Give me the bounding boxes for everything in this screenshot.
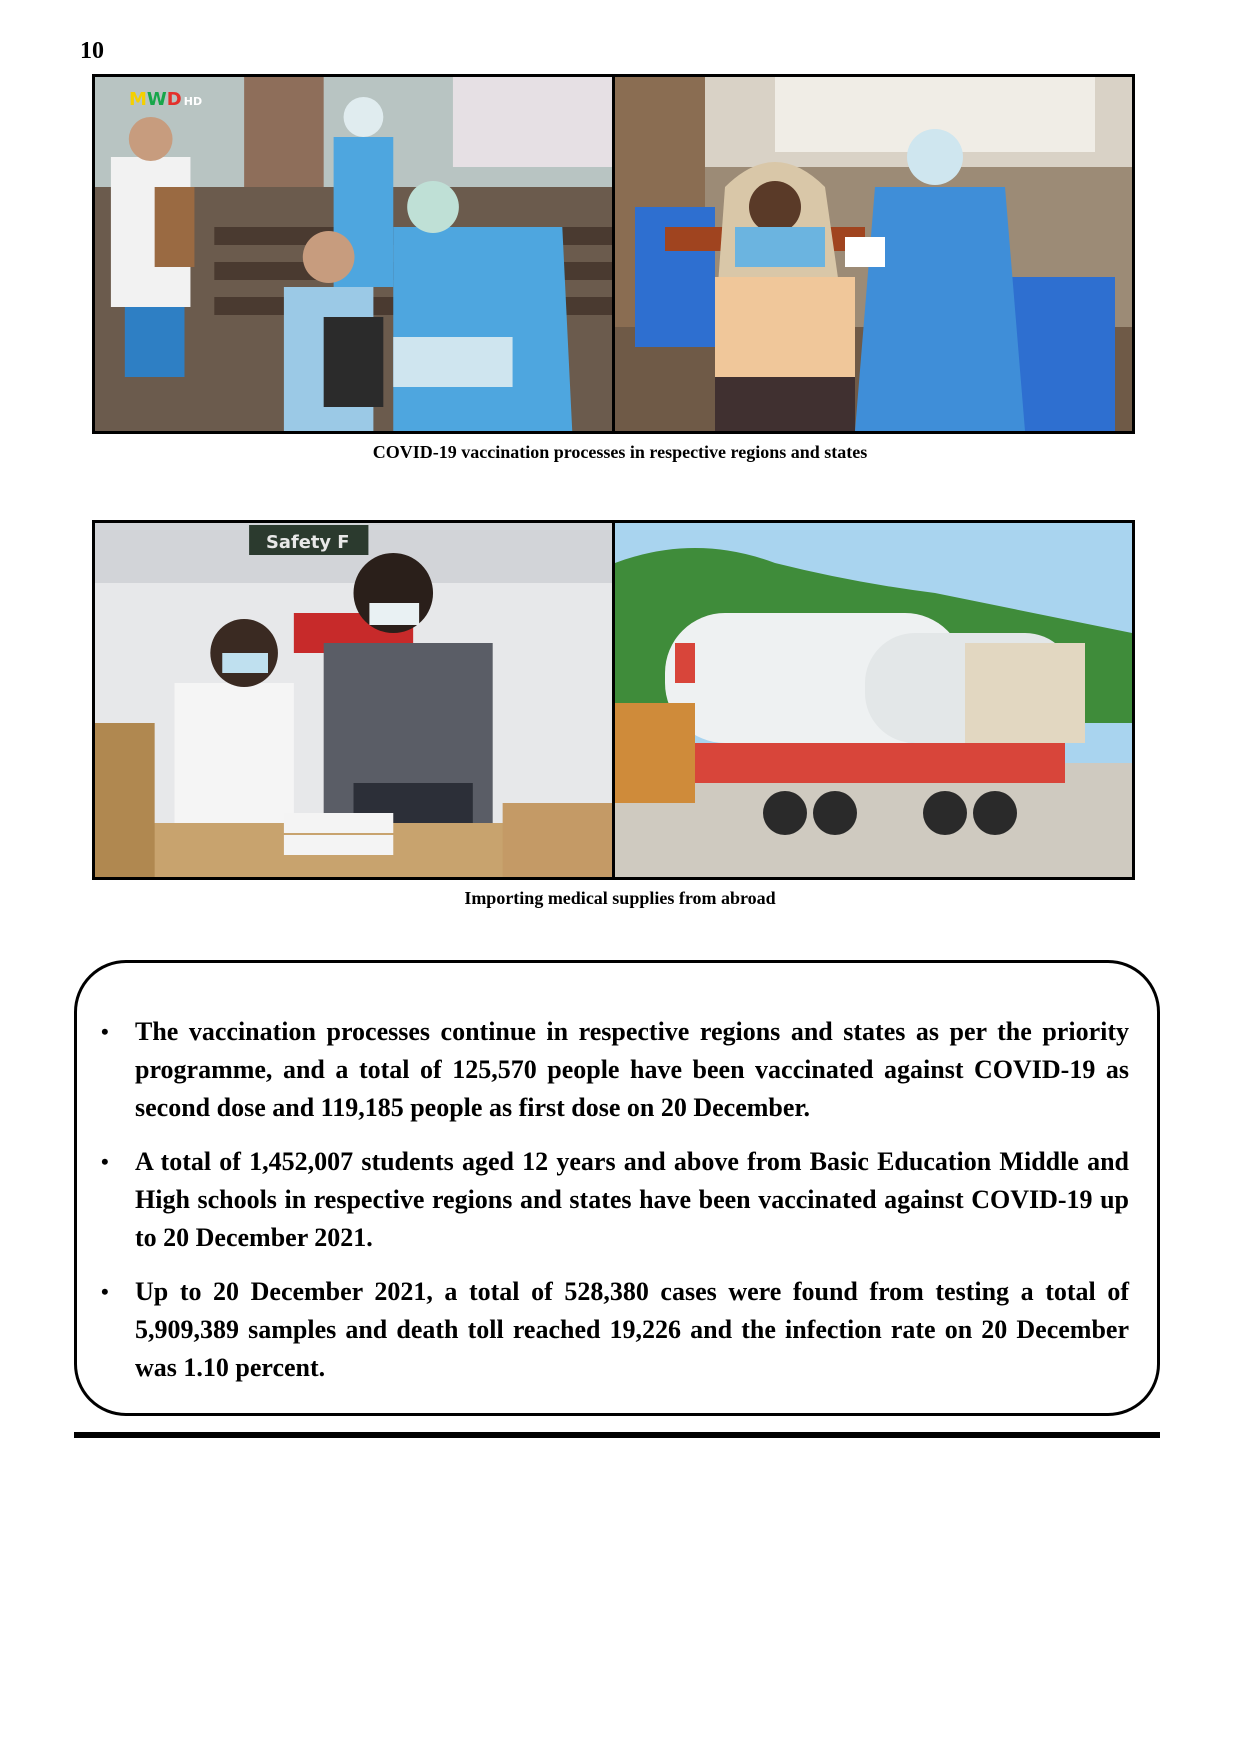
summary-text: The vaccination processes continue in respective regions and states as per the priority programme, and a total of 125,570 people have been vaccinated against COVID-19 as second dose and 119,185 people as first dose on 20 December.: [135, 1017, 1129, 1122]
summary-text: A total of 1,452,007 students aged 12 years and above from Basic Education Middle and High schools in respective regions and states have been vaccinated against COVID-19 up to 20 December 2021.: [135, 1147, 1129, 1252]
summary-bullet-vaccination-doses: [101, 1013, 1129, 1127]
caption-supplies: Importing medical supplies from abroad: [464, 888, 776, 908]
summary-bullet-cases: [101, 1273, 1129, 1387]
bullet-icon: •: [101, 1149, 109, 1174]
photo-row-supplies: [92, 520, 1135, 880]
bottom-divider: [74, 1432, 1160, 1438]
mwd-logo: MWD HD: [129, 89, 203, 110]
caption-vaccination: COVID-19 vaccination processes in respective regions and states: [372, 442, 868, 462]
vaccination-woman-photo: [615, 77, 1132, 431]
safety-sign-text: Safety F: [266, 531, 350, 554]
page-number: 10: [80, 38, 104, 64]
medical-supplies-inspection-photo: [95, 523, 615, 877]
oxygen-tank-truck-photo: [615, 523, 1132, 877]
summary-bullet-list: [101, 1013, 1129, 1387]
bullet-icon: •: [101, 1019, 109, 1044]
vaccination-hall-photo: [95, 77, 615, 431]
covid-summary-box: [74, 960, 1160, 1416]
summary-bullet-students: [101, 1143, 1129, 1257]
summary-text: Up to 20 December 2021, a total of 528,380 cases were found from testing a total of 5,909,389 samples and death toll reached 19,226 and the infection rate on 20 December was 1.10 percent.: [135, 1277, 1129, 1382]
bullet-icon: •: [101, 1279, 109, 1304]
photo-row-vaccination: [92, 74, 1135, 434]
